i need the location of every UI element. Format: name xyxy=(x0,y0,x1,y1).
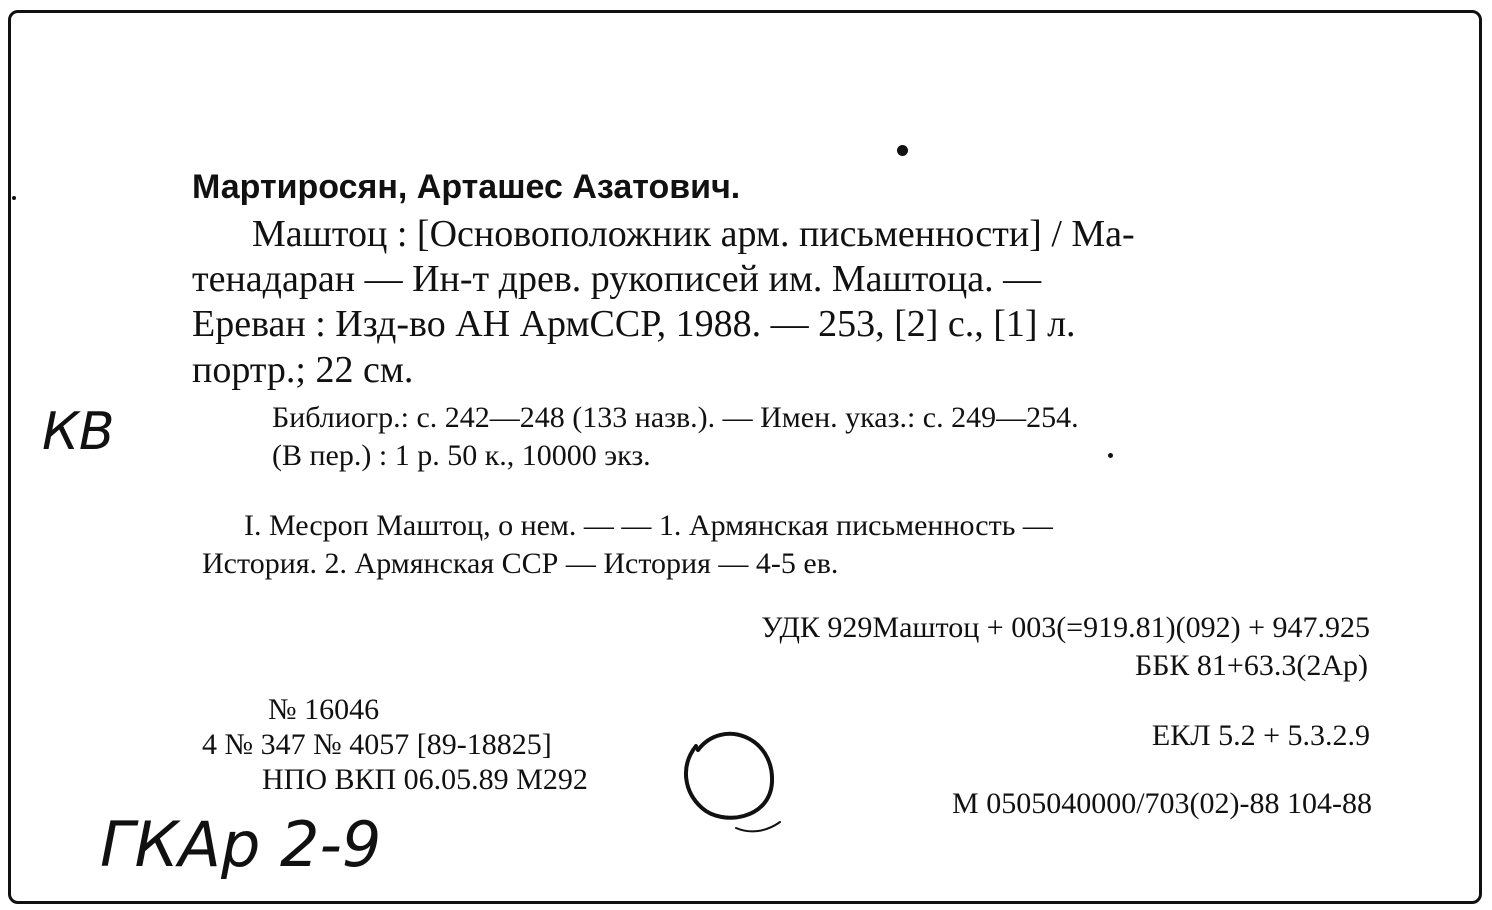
title-line: Ереван : Изд-во АН АрмССР, 1988. — 253, [2] с., [1] л. xyxy=(192,303,1076,345)
ink-speck xyxy=(897,145,908,156)
notes-line: Библиогр.: с. 242—248 (133 назв.). — Имен. указ.: с. 249—254. xyxy=(272,401,1079,434)
npo-line: НПО ВКП 06.05.89 М292 xyxy=(262,763,588,796)
hand-drawn-circle xyxy=(662,716,792,844)
ink-speck xyxy=(1108,453,1113,458)
handwritten-shelfmark: ГКАр 2-9 xyxy=(100,808,382,881)
subjects-line: История. 2. Армянская ССР — История — 4-5 ев. xyxy=(202,547,839,580)
subjects-line: I. Месроп Маштоц, о нем. — — 1. Армянская письменность — xyxy=(244,509,1053,542)
index-code: М 0505040000/703(02)-88 104-88 xyxy=(952,787,1372,820)
card-number: № 16046 xyxy=(268,693,380,726)
title-line: тенадаран — Ин-т древ. рукописей им. Маштоца. — xyxy=(192,258,1042,300)
bbk-code: ББК 81+63.3(2Ар) xyxy=(1134,649,1368,682)
title-line: Маштоц : [Основоположник арм. письменности] / Ма- xyxy=(252,213,1135,255)
udk-code: УДК 929Маштоц + 003(=919.81)(092) + 947.925 xyxy=(761,611,1370,644)
notes-line: (В пер.) : 1 р. 50 к., 10000 экз. xyxy=(272,439,651,472)
ink-speck xyxy=(12,196,16,200)
handwritten-note-kv: КВ xyxy=(42,402,115,462)
author-heading: Мартиросян, Арташес Азатович. xyxy=(192,168,741,206)
order-line: 4 № 347 № 4057 [89-18825] xyxy=(202,728,552,761)
ekl-code: ЕКЛ 5.2 + 5.3.2.9 xyxy=(1151,719,1370,752)
title-line: портр.; 22 см. xyxy=(192,349,414,391)
